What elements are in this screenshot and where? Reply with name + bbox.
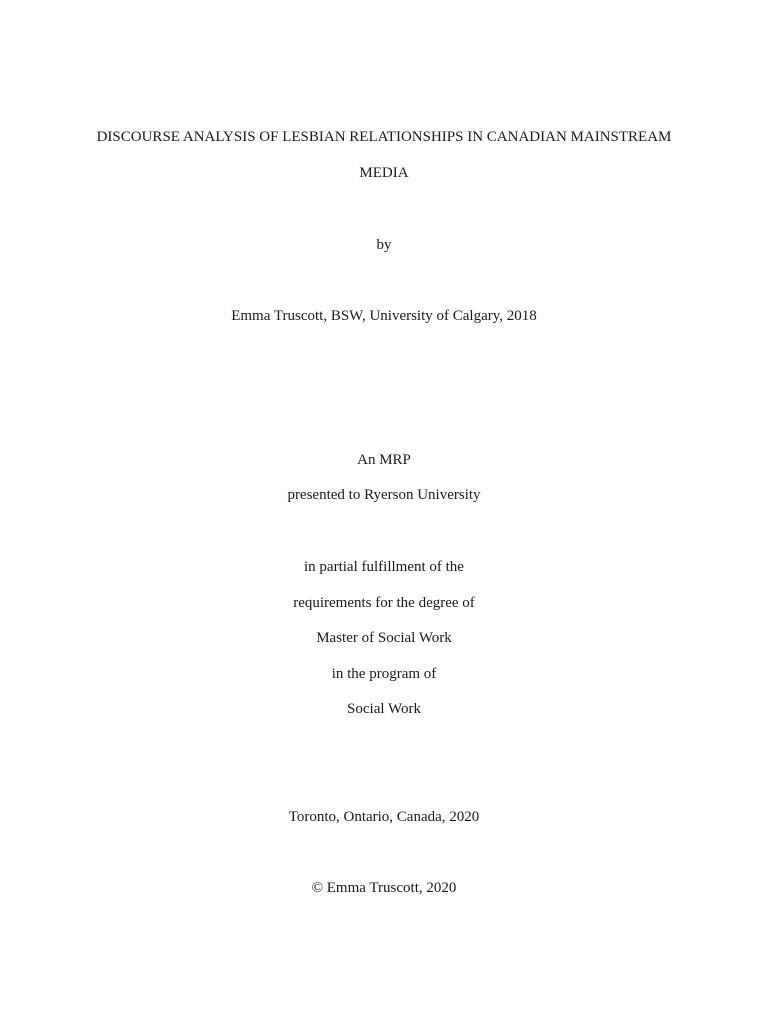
partial-fulfillment: in partial fulfillment of the xyxy=(304,559,464,575)
degree-requirements: requirements for the degree of xyxy=(293,595,475,611)
presented-to: presented to Ryerson University xyxy=(287,487,481,503)
location-year: Toronto, Ontario, Canada, 2020 xyxy=(288,809,480,825)
program-name: Social Work xyxy=(347,701,421,717)
program-label: in the program of xyxy=(331,666,437,682)
author-credentials: Emma Truscott, BSW, University of Calgary, 2018 xyxy=(231,308,537,324)
degree-name: Master of Social Work xyxy=(316,630,452,646)
by-label: by xyxy=(376,237,392,253)
thesis-title-line-2: MEDIA xyxy=(359,165,409,181)
document-type: An MRP xyxy=(357,452,411,468)
thesis-title-line-1: DISCOURSE ANALYSIS OF LESBIAN RELATIONSHIPS IN CANADIAN MAINSTREAM xyxy=(96,129,672,145)
copyright-notice: © Emma Truscott, 2020 xyxy=(311,880,457,896)
